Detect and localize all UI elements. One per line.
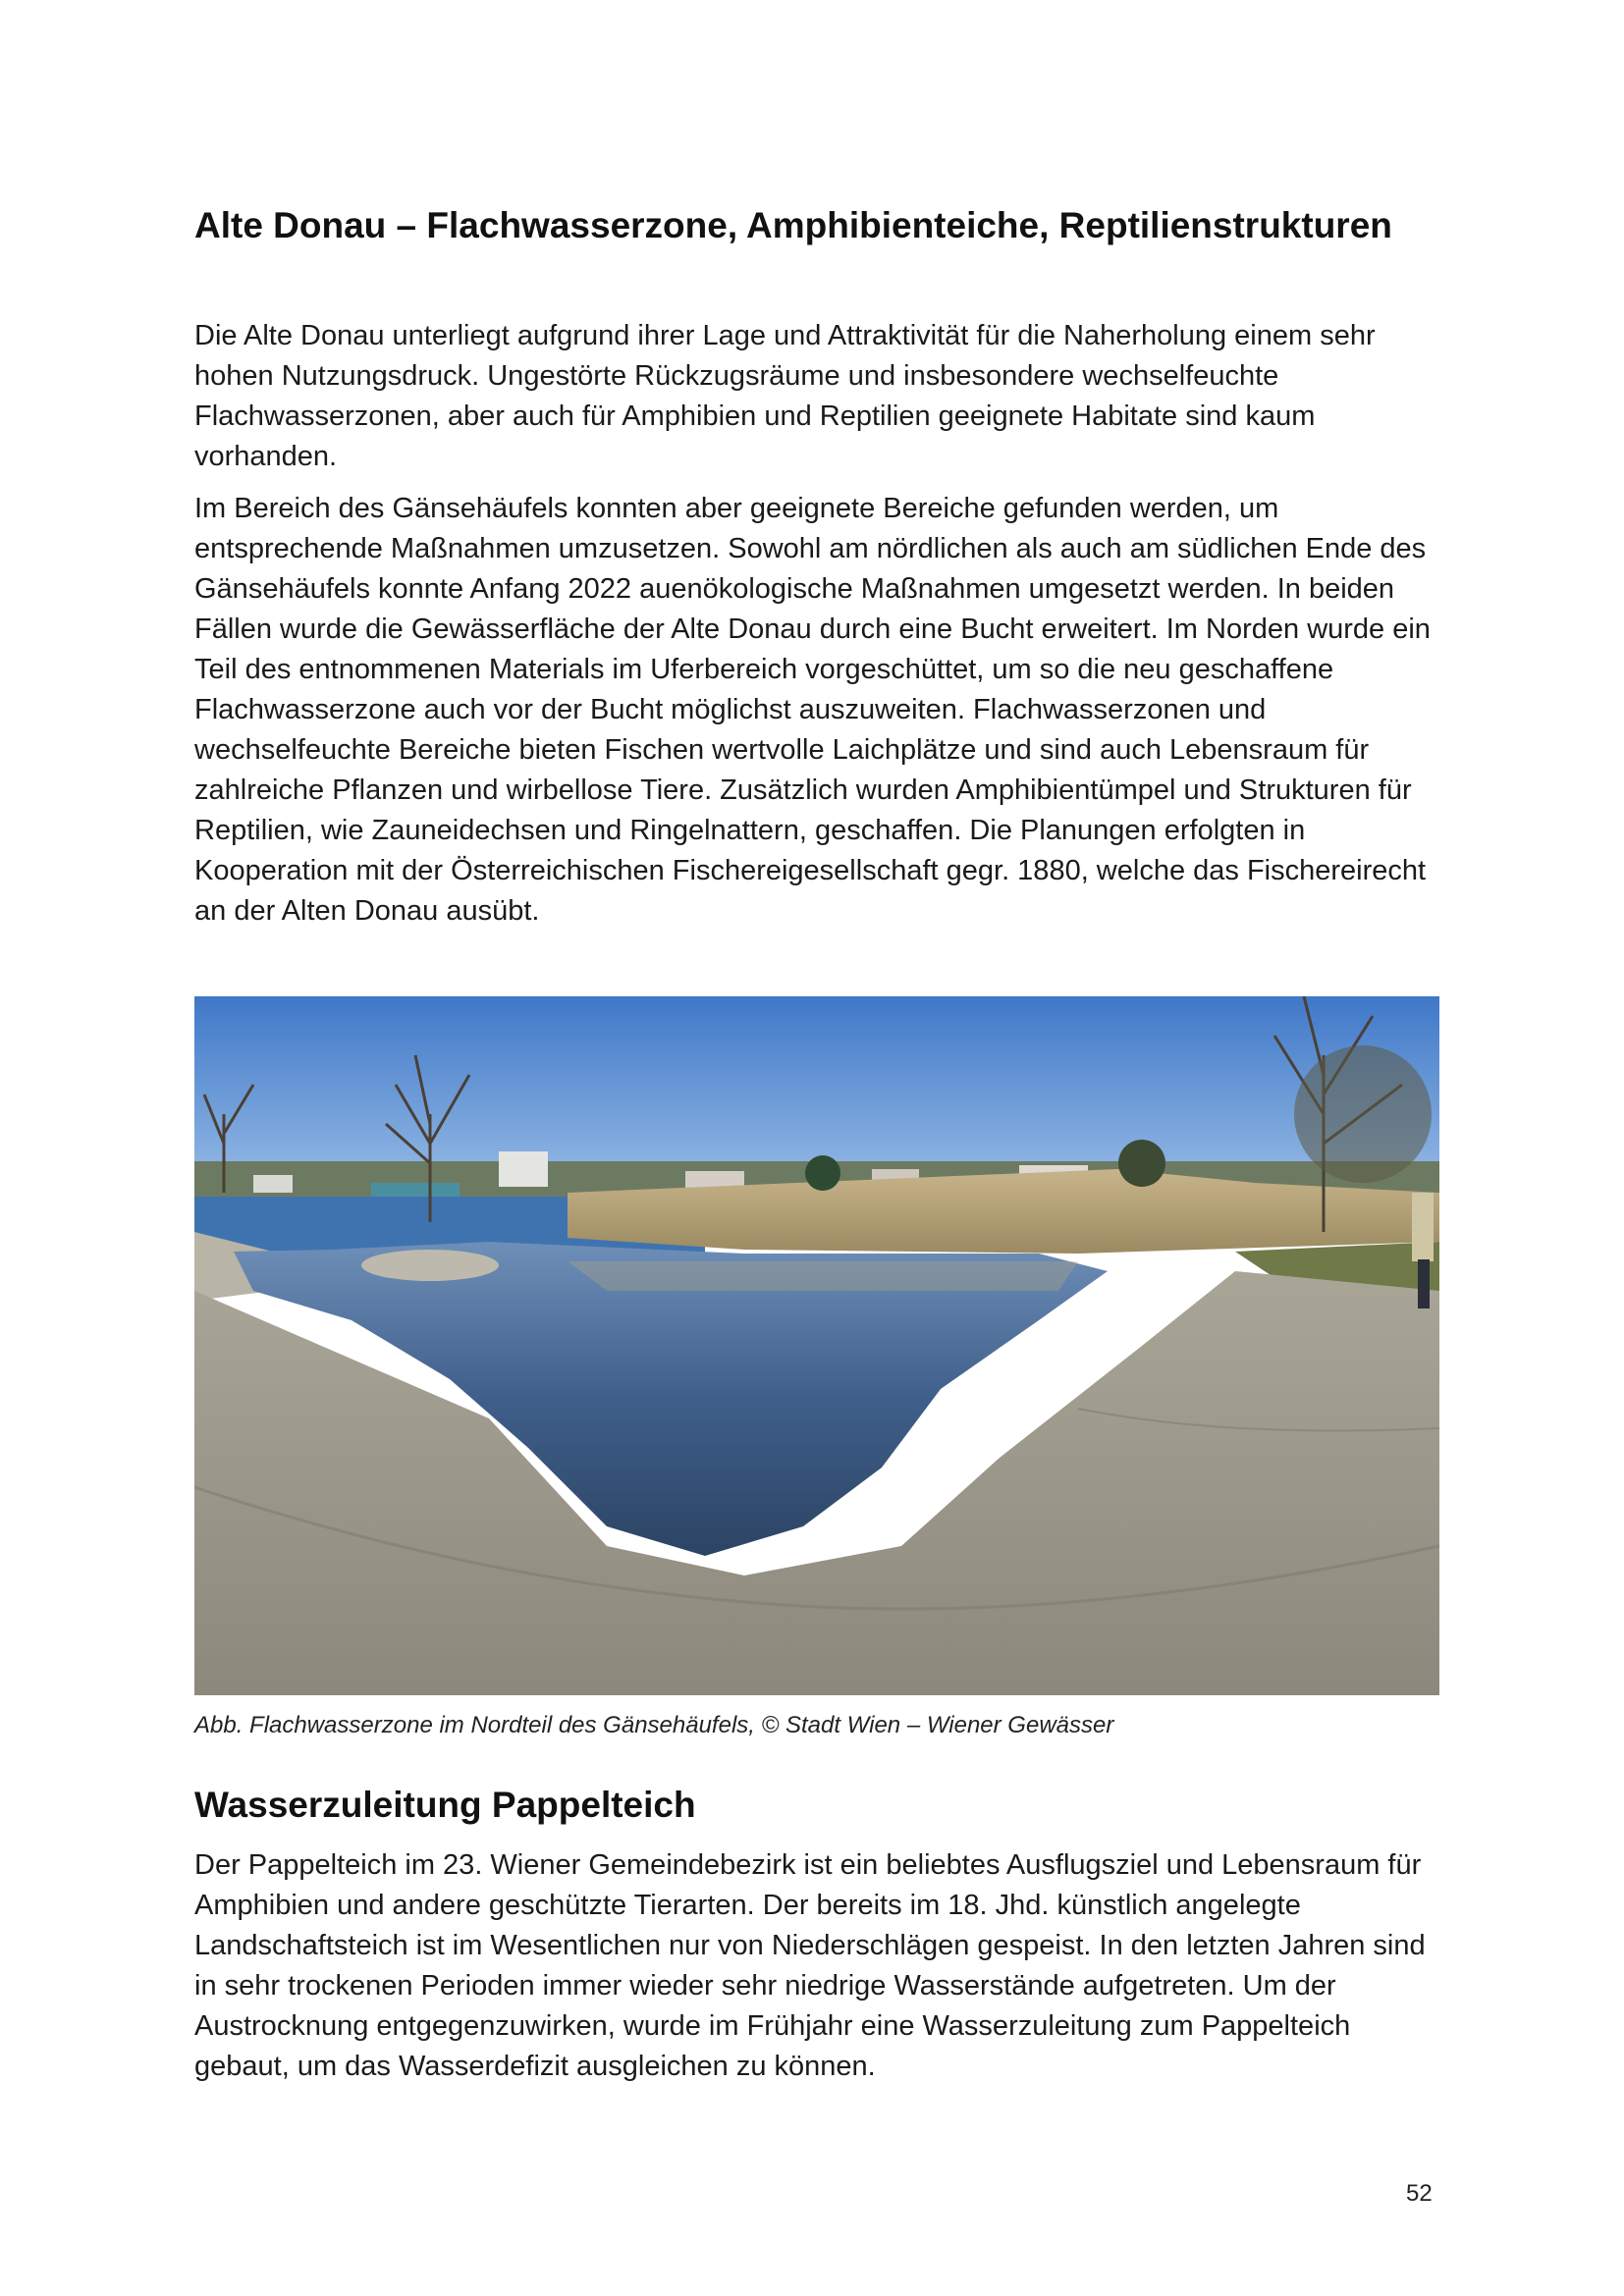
section-heading-alte-donau: Alte Donau – Flachwasserzone, Amphibienteiche, Reptilienstrukturen	[194, 205, 1392, 245]
paragraph-measures: Im Bereich des Gänsehäufels konnten aber geeignete Bereiche gefunden werden, um entsprechende Maßnahmen umzusetzen. Sowohl am nördlichen als auch am südlichen Ende des Gänsehäufels konnte Anfang 2022 auenökologische Maßnahmen umgesetzt werden. In beiden Fällen wurde die Gewässerfläche der Alte Donau durch eine Bucht erweitert. Im Norden wurde ein Teil des entnommenen Materials im Uferbereich vorgeschüttet, um so die neu geschaffene Flachwasserzone auch vor der Bucht möglichst auszuweiten. Flachwasserzonen und wechselfeuchte Bereiche bieten Fischen wertvolle Laichplätze und sind auch Lebensraum für zahlreiche Pflanzen und wirbellose Tiere. Zusätzlich wurden Amphibientümpel und Strukturen für Reptilien, wie Zauneidechsen und Ringelnattern, geschaffen. Die Planungen erfolgten in Kooperation mit der Österreichischen Fischereigesellschaft gegr. 1880, welche das Fischereirecht an der Alten Donau ausübt.	[194, 493, 1431, 927]
section-heading-pappelteich: Wasserzuleitung Pappelteich	[194, 1785, 696, 1825]
photo-flachwasserzone	[194, 996, 1439, 1695]
paragraph-pappelteich: Der Pappelteich im 23. Wiener Gemeindebezirk ist ein beliebtes Ausflugsziel und Lebensraum für Amphibien und andere geschützte Tierarten. Der bereits im 18. Jhd. künstlich angelegte Landschaftsteich ist im Wesentlichen nur von Niederschlägen gespeist. In den letzten Jahren sind in sehr trockenen Perioden immer wieder sehr niedrige Wasserstände aufgetreten. Um der Austrocknung entgegenzuwirken, wurde im Frühjahr eine Wasserzuleitung zum Pappelteich gebaut, um das Wasserdefizit ausgleichen zu können.	[194, 1849, 1426, 2082]
page-number: 52	[1406, 2180, 1433, 2207]
paragraph-intro: Die Alte Donau unterliegt aufgrund ihrer Lage und Attraktivität für die Naherholung einem sehr hohen Nutzungsdruck. Ungestörte Rückzugsräume und insbesondere wechselfeuchte Flachwasserzonen, aber auch für Amphibien und Reptilien geeignete Habitate sind kaum vorhanden.	[194, 320, 1376, 472]
figure-caption: Abb. Flachwasserzone im Nordteil des Gänsehäufels, © Stadt Wien – Wiener Gewässer	[194, 1712, 1114, 1738]
